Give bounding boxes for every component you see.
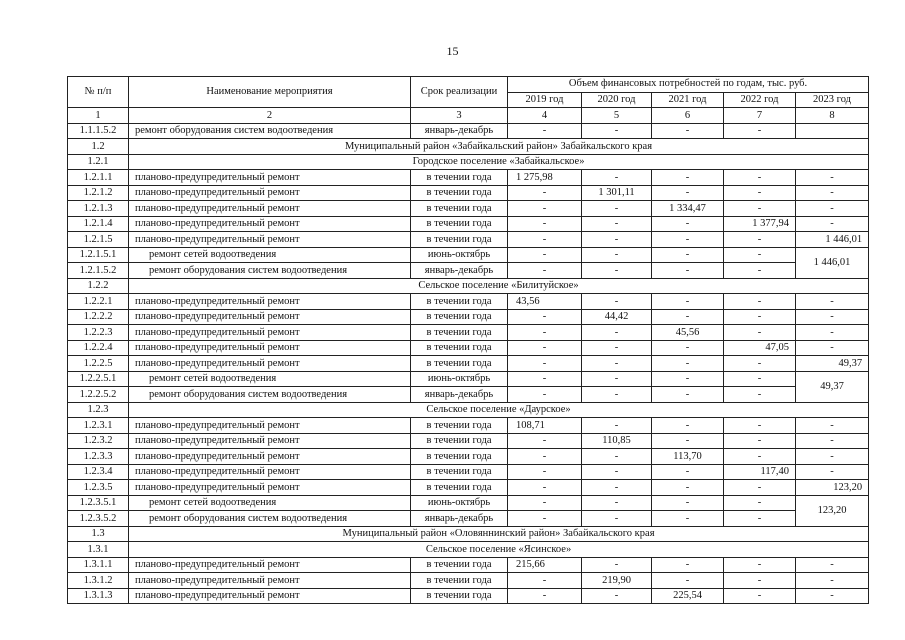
- year-value: -: [508, 480, 582, 496]
- activity-name: планово-предупредительный ремонт: [129, 216, 411, 232]
- implementation-term: январь-декабрь: [411, 387, 508, 403]
- section-title: Сельское поселение «Ясинское»: [129, 542, 869, 558]
- year-value-2023: -: [796, 433, 869, 449]
- table-row: [68, 294, 869, 310]
- implementation-term: в течении года: [411, 216, 508, 232]
- table-row: [68, 418, 869, 434]
- year-value-2023: -: [796, 170, 869, 186]
- year-value-2023: -: [796, 294, 869, 310]
- year-value: -: [652, 216, 724, 232]
- table-row: [68, 588, 869, 604]
- financial-needs-table: [67, 76, 869, 604]
- year-value: -: [724, 294, 796, 310]
- year-value: -: [652, 185, 724, 201]
- activity-name: планово-предупредительный ремонт: [129, 309, 411, 325]
- year-value: -: [508, 449, 582, 465]
- year-value: -: [582, 495, 652, 511]
- table-row: [68, 557, 869, 573]
- table-row: [68, 511, 869, 527]
- year-value: -: [508, 371, 582, 387]
- year-value: -: [724, 588, 796, 604]
- implementation-term: январь-декабрь: [411, 263, 508, 279]
- year-value: -: [508, 511, 582, 527]
- year-value: 43,56: [508, 294, 582, 310]
- row-number: 1.3.1.1: [68, 557, 129, 573]
- year-value-2023: -: [796, 557, 869, 573]
- year-value: -: [508, 309, 582, 325]
- page-number: 15: [446, 44, 459, 58]
- year-value-2023: -: [796, 418, 869, 434]
- year-value: -: [652, 387, 724, 403]
- year-value: 219,90: [582, 573, 652, 589]
- activity-name: планово-предупредительный ремонт: [129, 464, 411, 480]
- year-value: -: [652, 232, 724, 248]
- activity-name: планово-предупредительный ремонт: [129, 356, 411, 372]
- table-row: [68, 325, 869, 341]
- row-number: 1.3.1.3: [68, 588, 129, 604]
- year-value-2023: -: [796, 573, 869, 589]
- year-value: -: [724, 123, 796, 139]
- row-number: 1.2.1.4: [68, 216, 129, 232]
- year-value: -: [724, 263, 796, 279]
- table-row: [68, 433, 869, 449]
- row-number: 1.2.3.1: [68, 418, 129, 434]
- activity-name: планово-предупредительный ремонт: [129, 340, 411, 356]
- header-year: 2020 год: [582, 92, 652, 108]
- year-value: -: [724, 495, 796, 511]
- year-value: -: [508, 573, 582, 589]
- row-number: 1.2.2.5.1: [68, 371, 129, 387]
- year-value: -: [724, 356, 796, 372]
- year-value-2023: 1 446,01: [796, 232, 869, 248]
- year-value: 1 275,98: [508, 170, 582, 186]
- implementation-term: в течении года: [411, 433, 508, 449]
- header-year: 2021 год: [652, 92, 724, 108]
- activity-name: ремонт сетей водоотведения: [129, 495, 411, 511]
- implementation-term: в течении года: [411, 340, 508, 356]
- row-number: 1.2.3.4: [68, 464, 129, 480]
- year-value: -: [652, 464, 724, 480]
- year-value: -: [724, 185, 796, 201]
- year-value-2023: -: [796, 216, 869, 232]
- year-value: -: [724, 371, 796, 387]
- row-number: 1.2.3.3: [68, 449, 129, 465]
- year-value-2023: 1 446,01: [796, 247, 869, 278]
- section-row: [68, 154, 869, 170]
- table-row: [68, 371, 869, 387]
- row-number: 1.2.2: [68, 278, 129, 294]
- activity-name: планово-предупредительный ремонт: [129, 294, 411, 310]
- activity-name: ремонт оборудования систем водоотведения: [129, 263, 411, 279]
- year-value: 1 377,94: [724, 216, 796, 232]
- year-value-2023: -: [796, 449, 869, 465]
- implementation-term: в течении года: [411, 294, 508, 310]
- table-row: [68, 185, 869, 201]
- year-value: -: [724, 247, 796, 263]
- year-value: -: [724, 387, 796, 403]
- year-value: -: [582, 371, 652, 387]
- header-year: 2022 год: [724, 92, 796, 108]
- year-value: 47,05: [724, 340, 796, 356]
- year-value: -: [652, 557, 724, 573]
- year-value: -: [582, 201, 652, 217]
- implementation-term: в течении года: [411, 480, 508, 496]
- year-value: -: [508, 232, 582, 248]
- row-number: 1.3.1.2: [68, 573, 129, 589]
- row-number: 1.2.1.5.1: [68, 247, 129, 263]
- year-value: -: [582, 263, 652, 279]
- year-value: -: [724, 573, 796, 589]
- column-index: 4: [508, 108, 582, 124]
- implementation-term: в течении года: [411, 464, 508, 480]
- section-row: [68, 542, 869, 558]
- year-value: 108,71: [508, 418, 582, 434]
- implementation-term: в течении года: [411, 309, 508, 325]
- implementation-term: январь-декабрь: [411, 511, 508, 527]
- year-value: -: [508, 201, 582, 217]
- header-volume: Объем финансовых потребностей по годам, тыс. руб.: [508, 77, 869, 93]
- year-value: -: [582, 449, 652, 465]
- section-row: [68, 278, 869, 294]
- activity-name: планово-предупредительный ремонт: [129, 185, 411, 201]
- year-value: -: [652, 433, 724, 449]
- activity-name: планово-предупредительный ремонт: [129, 201, 411, 217]
- year-value: -: [582, 325, 652, 341]
- column-index: 7: [724, 108, 796, 124]
- year-value: -: [582, 216, 652, 232]
- year-value: -: [652, 263, 724, 279]
- year-value: 117,40: [724, 464, 796, 480]
- year-value: -: [724, 433, 796, 449]
- section-title: Сельское поселение «Даурское»: [129, 402, 869, 418]
- year-value: -: [508, 356, 582, 372]
- activity-name: планово-предупредительный ремонт: [129, 170, 411, 186]
- year-value: -: [508, 263, 582, 279]
- section-row: [68, 402, 869, 418]
- section-title: Муниципальный район «Забайкальский район» Забайкальского края: [129, 139, 869, 155]
- row-number: 1.2.1.2: [68, 185, 129, 201]
- column-index: 8: [796, 108, 869, 124]
- column-index: 6: [652, 108, 724, 124]
- table-row: [68, 449, 869, 465]
- implementation-term: июнь-октябрь: [411, 371, 508, 387]
- activity-name: планово-предупредительный ремонт: [129, 232, 411, 248]
- year-value: -: [582, 294, 652, 310]
- row-number: 1.2.2.5.2: [68, 387, 129, 403]
- activity-name: ремонт оборудования систем водоотведения: [129, 387, 411, 403]
- activity-name: планово-предупредительный ремонт: [129, 433, 411, 449]
- row-number: 1.2.3.2: [68, 433, 129, 449]
- year-value: -: [652, 294, 724, 310]
- row-number: 1.2.3: [68, 402, 129, 418]
- year-value: -: [582, 247, 652, 263]
- activity-name: ремонт оборудования систем водоотведения: [129, 511, 411, 527]
- section-row: [68, 139, 869, 155]
- year-value: -: [582, 418, 652, 434]
- row-number: 1.2.3.5.1: [68, 495, 129, 511]
- activity-name: ремонт сетей водоотведения: [129, 371, 411, 387]
- header-term: Срок реализации: [411, 77, 508, 108]
- year-value: -: [652, 247, 724, 263]
- year-value-2023: 123,20: [796, 495, 869, 526]
- section-title: Муниципальный район «Оловяннинский район» Забайкальского края: [129, 526, 869, 542]
- row-number: 1.2.2.1: [68, 294, 129, 310]
- column-index: 2: [129, 108, 411, 124]
- year-value: -: [508, 340, 582, 356]
- activity-name: планово-предупредительный ремонт: [129, 325, 411, 341]
- year-value: -: [652, 573, 724, 589]
- year-value: -: [582, 232, 652, 248]
- row-number: 1.2.1.5.2: [68, 263, 129, 279]
- year-value: 44,42: [582, 309, 652, 325]
- row-number: 1.2.1.5: [68, 232, 129, 248]
- year-value: -: [724, 309, 796, 325]
- implementation-term: в течении года: [411, 557, 508, 573]
- year-value: -: [652, 418, 724, 434]
- table-row: [68, 263, 869, 279]
- year-value: -: [652, 356, 724, 372]
- year-value: -: [724, 325, 796, 341]
- section-row: [68, 526, 869, 542]
- year-value: -: [508, 387, 582, 403]
- year-value-2023: 49,37: [796, 371, 869, 402]
- implementation-term: в течении года: [411, 170, 508, 186]
- implementation-term: в течении года: [411, 325, 508, 341]
- year-value-2023: 49,37: [796, 356, 869, 372]
- section-title: Сельское поселение «Билитуйское»: [129, 278, 869, 294]
- row-number: 1.2.1: [68, 154, 129, 170]
- year-value: -: [582, 464, 652, 480]
- year-value: -: [652, 123, 724, 139]
- year-value: -: [652, 495, 724, 511]
- year-value: 225,54: [652, 588, 724, 604]
- activity-name: ремонт сетей водоотведения: [129, 247, 411, 263]
- implementation-term: в течении года: [411, 185, 508, 201]
- table-row: [68, 356, 869, 372]
- year-value: -: [508, 185, 582, 201]
- implementation-term: в течении года: [411, 418, 508, 434]
- year-value: -: [508, 495, 582, 511]
- year-value: -: [582, 588, 652, 604]
- year-value: -: [582, 340, 652, 356]
- column-index: 3: [411, 108, 508, 124]
- row-number: 1.2.2.4: [68, 340, 129, 356]
- year-value: -: [582, 387, 652, 403]
- row-number: 1.2.3.5.2: [68, 511, 129, 527]
- year-value: -: [724, 480, 796, 496]
- year-value: -: [652, 309, 724, 325]
- row-number: 1.2: [68, 139, 129, 155]
- table-row: [68, 170, 869, 186]
- year-value-2023: -: [796, 325, 869, 341]
- header-year: 2019 год: [508, 92, 582, 108]
- table-row: [68, 573, 869, 589]
- table-row: [68, 232, 869, 248]
- year-value: -: [508, 123, 582, 139]
- header-year: 2023 год: [796, 92, 869, 108]
- year-value: -: [724, 201, 796, 217]
- year-value: -: [582, 511, 652, 527]
- year-value: -: [582, 123, 652, 139]
- implementation-term: в течении года: [411, 232, 508, 248]
- row-number: 1.3: [68, 526, 129, 542]
- table-row: [68, 480, 869, 496]
- year-value: -: [582, 557, 652, 573]
- year-value: -: [724, 232, 796, 248]
- row-number: 1.2.3.5: [68, 480, 129, 496]
- implementation-term: в течении года: [411, 573, 508, 589]
- year-value: -: [724, 557, 796, 573]
- table-row: [68, 309, 869, 325]
- year-value-2023: -: [796, 464, 869, 480]
- year-value: -: [508, 247, 582, 263]
- table-row: [68, 247, 869, 263]
- row-number: 1.2.1.3: [68, 201, 129, 217]
- year-value: 45,56: [652, 325, 724, 341]
- table-row: [68, 216, 869, 232]
- year-value: -: [582, 480, 652, 496]
- activity-name: планово-предупредительный ремонт: [129, 573, 411, 589]
- activity-name: планово-предупредительный ремонт: [129, 588, 411, 604]
- year-value: -: [508, 216, 582, 232]
- table-body: [68, 123, 869, 604]
- row-number: 1.2.2.2: [68, 309, 129, 325]
- implementation-term: июнь-октябрь: [411, 495, 508, 511]
- implementation-term: в течении года: [411, 201, 508, 217]
- year-value-2023: -: [796, 201, 869, 217]
- year-value: -: [508, 325, 582, 341]
- year-value: -: [508, 433, 582, 449]
- activity-name: планово-предупредительный ремонт: [129, 449, 411, 465]
- year-value: -: [652, 371, 724, 387]
- year-value: 1 334,47: [652, 201, 724, 217]
- table-row: [68, 495, 869, 511]
- year-value-2023: -: [796, 340, 869, 356]
- year-value: -: [508, 588, 582, 604]
- year-value-2023: -: [796, 185, 869, 201]
- implementation-term: в течении года: [411, 588, 508, 604]
- row-number: 1.3.1: [68, 542, 129, 558]
- year-value: 215,66: [508, 557, 582, 573]
- table-row: [68, 464, 869, 480]
- year-value-2023: -: [796, 309, 869, 325]
- table-row: [68, 201, 869, 217]
- column-index: 1: [68, 108, 129, 124]
- row-number: 1.2.2.5: [68, 356, 129, 372]
- year-value: -: [508, 464, 582, 480]
- activity-name: ремонт оборудования систем водоотведения: [129, 123, 411, 139]
- table-row: [68, 340, 869, 356]
- year-value-2023: 123,20: [796, 480, 869, 496]
- year-value: 110,85: [582, 433, 652, 449]
- year-value: -: [652, 511, 724, 527]
- table-row: [68, 387, 869, 403]
- section-title: Городское поселение «Забайкальское»: [129, 154, 869, 170]
- implementation-term: январь-декабрь: [411, 123, 508, 139]
- year-value: -: [652, 480, 724, 496]
- row-number: 1.1.1.5.2: [68, 123, 129, 139]
- header-num: № п/п: [68, 77, 129, 108]
- year-value: -: [724, 418, 796, 434]
- year-value: -: [582, 170, 652, 186]
- year-value: -: [652, 340, 724, 356]
- implementation-term: в течении года: [411, 356, 508, 372]
- activity-name: планово-предупредительный ремонт: [129, 557, 411, 573]
- implementation-term: июнь-октябрь: [411, 247, 508, 263]
- activity-name: планово-предупредительный ремонт: [129, 418, 411, 434]
- table-row: [68, 123, 869, 139]
- column-index: 5: [582, 108, 652, 124]
- year-value: -: [724, 170, 796, 186]
- year-value: 1 301,11: [582, 185, 652, 201]
- year-value: -: [724, 449, 796, 465]
- row-number: 1.2.1.1: [68, 170, 129, 186]
- year-value-2023: -: [796, 588, 869, 604]
- year-value-2023: [796, 123, 869, 139]
- year-value: -: [724, 511, 796, 527]
- implementation-term: в течении года: [411, 449, 508, 465]
- year-value: 113,70: [652, 449, 724, 465]
- activity-name: планово-предупредительный ремонт: [129, 480, 411, 496]
- header-name: Наименование мероприятия: [129, 77, 411, 108]
- row-number: 1.2.2.3: [68, 325, 129, 341]
- year-value: -: [582, 356, 652, 372]
- year-value: -: [652, 170, 724, 186]
